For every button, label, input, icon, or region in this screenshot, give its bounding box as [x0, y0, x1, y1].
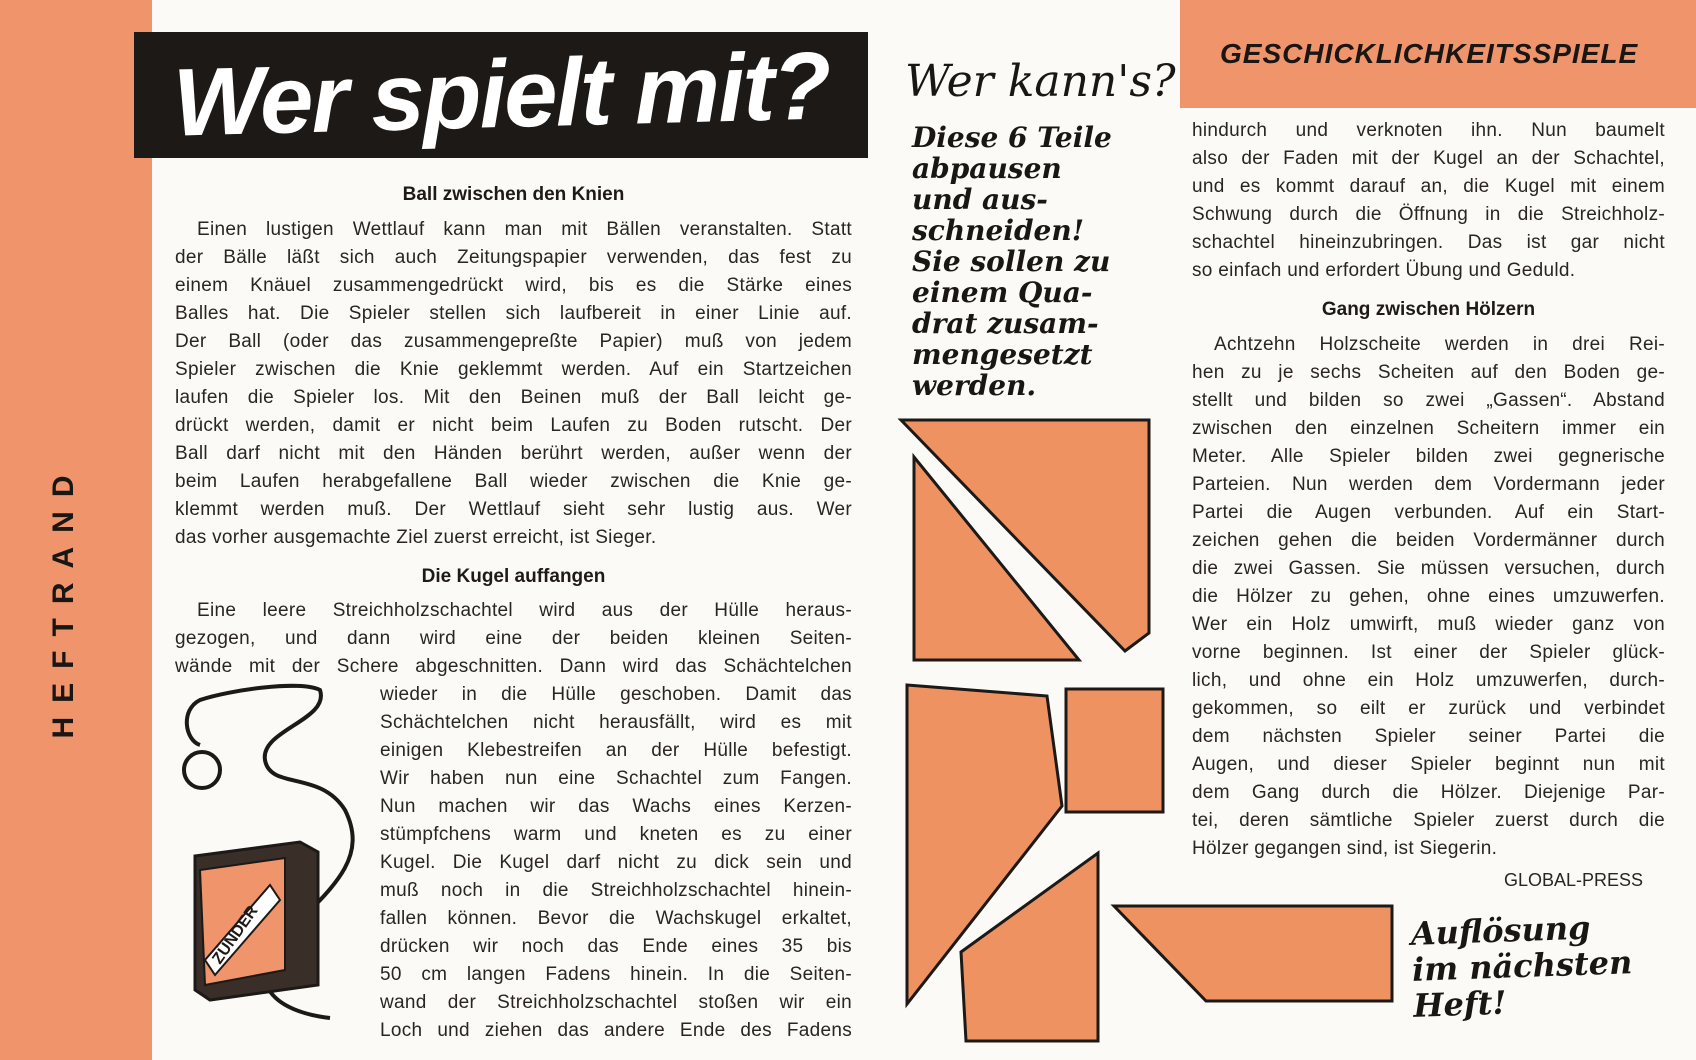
text-line: Der Ball (oder das zusammengepreßte Papier) muß von jedem — [175, 331, 852, 352]
matchbox-label: ZÜNDER — [209, 902, 262, 968]
section-label: GESCHICKLICHKEITSSPIELE — [1220, 38, 1639, 69]
text-line: gekommen, so eilt er zurück und verbindet — [1192, 698, 1665, 719]
handwritten-line: schneiden! — [912, 214, 1085, 247]
handwritten-line: drat zusam- — [912, 307, 1099, 340]
text-line: das vorher ausgemachte Ziel zuerst erreicht, ist Sieger. — [175, 527, 657, 548]
text-line: beim Laufen herabgefallene Ball wieder zwischen die Knie ge- — [175, 471, 852, 492]
text-line: Wer ein Holz umwirft, muß wieder ganz von — [1192, 614, 1665, 635]
text-line: tei, deren sämtliche Spieler zuerst durch die — [1192, 810, 1665, 831]
text-line: Schwung durch die Öffnung in die Streichholz- — [1192, 204, 1665, 225]
text-line: Eine leere Streichholzschachtel wird aus der Hülle heraus- — [197, 600, 852, 621]
handwritten-line: Heft! — [1412, 983, 1508, 1025]
text-line: einem Knäuel zusammengedrückt wird, bis es die Stärke eines — [175, 275, 852, 296]
text-line: vorne beginnen. Ist einer der Spieler glück- — [1192, 642, 1665, 663]
text-line: Meter. Alle Spieler bilden zwei gegnerische — [1192, 446, 1665, 467]
handwritten-line: und aus- — [912, 183, 1048, 216]
handwritten-line: Sie sollen zu — [912, 245, 1111, 278]
text-line: drückt werden, damit er nicht beim Laufen zu Boden rutscht. Der — [175, 415, 852, 436]
text-line: Balles hat. Die Spieler stellen sich laufbereit in einer Linie auf. — [175, 303, 852, 324]
text-line: fallen können. Bevor die Wachskugel erkaltet, — [380, 908, 852, 929]
handwritten-line: Auflösung — [1410, 908, 1591, 953]
puzzle-question: Wer kann's? — [905, 56, 1176, 107]
text-line: dem Gang durch die Hölzer. Diejenige Par- — [1192, 782, 1665, 803]
text-line: einigen Klebestreifen an der Hülle befestigt. — [380, 740, 852, 761]
text-line: zwischen den einzelnen Scheitern immer ein — [1192, 418, 1665, 439]
text-line: Einen lustigen Wettlauf kann man mit Bällen veranstalten. Statt — [197, 219, 852, 240]
page-title: Wer spielt mit? — [171, 32, 831, 157]
article-gang-body — [1192, 331, 1665, 863]
handwritten-line: werden. — [912, 369, 1037, 402]
text-line: wieder in die Hülle geschoben. Damit das — [380, 684, 852, 705]
text-line: zeichen gehen die beiden Vordermänner durch — [1192, 530, 1665, 551]
text-line: Spieler zwischen die Knie geklemmt werden. Auf ein Startzeichen — [175, 359, 852, 380]
handwritten-line: Diese 6 Teile — [912, 121, 1112, 154]
article-kugel-continued — [1192, 117, 1665, 285]
solution-note — [1410, 908, 1634, 1024]
text-line: wand der Streichholzschachtel stoßen wir ein — [380, 992, 852, 1013]
heading-kugel: Die Kugel auffangen — [421, 566, 606, 587]
text-line: drücken wir noch das Ende eines 35 bis — [380, 936, 852, 957]
text-line: der Bälle läßt sich auch Zeitungspapier verwenden, das fest zu — [175, 247, 852, 268]
handwritten-line: einem Qua- — [912, 276, 1093, 309]
puzzle-piece-4 — [1066, 689, 1163, 812]
text-line: stümpfchens warm und kneten es zu einer — [380, 824, 852, 845]
text-line: 50 cm langen Fadens hinein. In die Seiten- — [380, 964, 852, 985]
text-line: Wir haben nun eine Schachtel zum Fangen. — [380, 768, 852, 789]
text-line: Kugel. Die Kugel darf nicht zu dick sein und — [380, 852, 852, 873]
text-line: Ball darf nicht mit den Händen berührt werden, außer wenn der — [175, 443, 852, 464]
heading-gang: Gang zwischen Hölzern — [1321, 299, 1536, 320]
text-line: Achtzehn Holzscheite werden in drei Rei- — [1214, 334, 1665, 355]
text-line: dem nächsten Spieler seiner Partei die — [1192, 726, 1665, 747]
text-line: Nun machen wir das Wachs eines Kerzen- — [380, 796, 852, 817]
text-line: Augen, und dieser Spieler beginnt nun mit — [1192, 754, 1665, 775]
handwritten-line: im nächsten — [1411, 943, 1633, 989]
text-line: gezogen, und dann wird eine der beiden kleinen Seiten- — [175, 628, 852, 649]
text-line: Schächtelchen nicht herausfällt, wird es mit — [380, 712, 852, 733]
text-line: die zwei Gassen. Sie müssen versuchen, durch — [1192, 558, 1665, 579]
text-line: Partei die Augen verbunden. Auf ein Start- — [1192, 502, 1665, 523]
text-line: also der Faden mit der Kugel an der Schachtel, — [1192, 148, 1665, 169]
text-line: schachtel hineinzubringen. Das ist gar nicht — [1192, 232, 1665, 253]
margin-label: HEFTRAND — [47, 461, 80, 739]
puzzle-piece-6 — [1114, 906, 1392, 1001]
text-line: hen zu je sechs Scheiten auf den Boden ge- — [1192, 362, 1665, 383]
text-line: und es kommt darauf an, die Kugel mit einem — [1192, 176, 1665, 197]
text-line: hindurch und verknoten ihn. Nun baumelt — [1192, 120, 1665, 141]
text-line: laufen die Spieler los. Mit den Beinen muß der Ball leicht ge- — [175, 387, 852, 408]
text-line: Parteien. Nun werden dem Vordermann jeder — [1192, 474, 1665, 495]
text-line: Hölzer gegangen sind, ist Siegerin. — [1192, 838, 1498, 859]
text-line: die Hölzer zu gehen, ohne eines umzuwerfen. — [1192, 586, 1665, 607]
text-line: so einfach und erfordert Übung und Geduld. — [1192, 260, 1576, 281]
text-line: muß noch in die Streichholzschachtel hinein- — [380, 880, 852, 901]
text-line: Loch und ziehen das andere Ende des Fadens — [380, 1020, 852, 1041]
text-line: stellt und bilden so zwei „Gassen“. Abstand — [1192, 390, 1665, 411]
text-line: klemmt werden muß. Der Wettlauf sieht sehr lustig aus. Wer — [175, 499, 852, 520]
handwritten-line: abpausen — [912, 152, 1062, 185]
text-line: wände mit der Schere abgeschnitten. Dann wird das Schächtelchen — [175, 656, 852, 677]
text-line: lich, und ohne ein Holz umzuwerfen, durch- — [1192, 670, 1665, 691]
handwritten-line: mengesetzt — [912, 338, 1093, 371]
heading-ball: Ball zwischen den Knien — [402, 184, 625, 205]
credit: GLOBAL-PRESS — [1503, 870, 1643, 890]
